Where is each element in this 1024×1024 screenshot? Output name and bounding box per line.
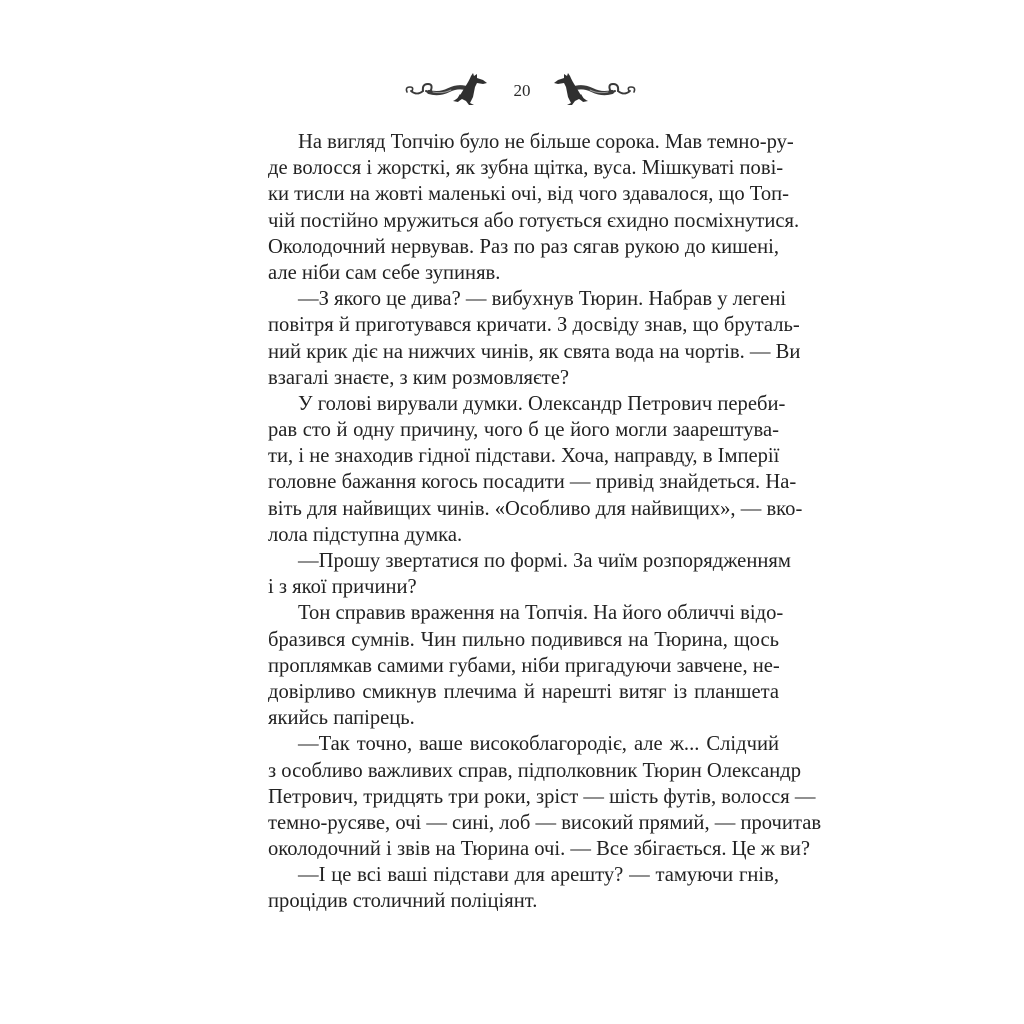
text-line: темно-русяве, очі — сині, лоб — високий прямий, — прочитав [268,811,822,834]
text-line: ти, і не знаходив гідної підстави. Хоча, направду, в Імперії [268,445,780,468]
text-line: процідив столичний поліціянт. [268,890,538,913]
text-line: чій постійно мружиться або готується єхидно посміхнутися. [268,209,800,232]
text-line: Петрович, тридцять три роки, зріст — шість футів, волосся — [268,785,816,808]
text-line: Околодочний нервував. Раз по раз сягав рукою до кишені, [268,235,779,258]
text-line: і з якої причини? [268,576,417,599]
text-line: рав сто й одну причину, чого б це його могли заарештува- [268,419,779,442]
text-line: —Прошу звертатися по формі. За чиїм розпорядженням [298,550,791,572]
text-line: —І це всі ваші підстави для арешту? — тамуючи гнів, [298,864,779,887]
text-line: лола підступна думка. [268,523,463,546]
text-line: віть для найвищих чинів. «Особливо для найвищих», — вко- [268,497,803,520]
text-line: якийсь папірець. [268,707,415,730]
text-line: де волосся і жорсткі, як зубна щітка, вуса. Мішкуваті пові- [268,157,784,180]
text-line: але ніби сам себе зупиняв. [268,261,501,284]
body-text [268,129,822,915]
text-line: з особливо важливих справ, підполковник Тюрин Олександр [268,759,802,782]
text-line: проплямкав самими губами, ніби пригадуючи завчене, не- [268,654,780,677]
text-line: У голові вирували думки. Олександр Петрович переби- [298,392,786,415]
text-line: —З якого це дива? — вибухнув Тюрин. Набрав у легені [298,288,787,311]
text-line: —Так точно, ваше високоблагородіє, але ж... Слідчий [298,733,779,756]
text-line: ки тисли на жовті маленькі очі, від чого здавалося, що Топ- [268,183,790,206]
page-number: 20 [513,81,531,100]
text-line: взагалі знаєте, з ким розмовляєте? [268,366,570,389]
text-line: Тон справив враження на Топчія. На його обличчі відо- [298,602,784,625]
text-line: головне бажання когось посадити — привід знайдеться. На- [268,471,797,494]
text-line: бразився сумнів. Чин пильно подивився на Тюрина, щось [268,628,779,651]
dragon-ornament-right-icon [552,70,638,110]
text-line: довірливо смикнув плечима й нарешті витяг із планшета [268,680,779,703]
dragon-ornament-left-icon [403,70,489,110]
text-line: околодочний і звів на Тюрина очі. — Все збігається. Це ж ви? [268,838,811,861]
text-line: На вигляд Топчію було не більше сорока. Мав темно-ру- [298,131,794,153]
text-line: повітря й приготувався кричати. З досвіду знав, що бруталь- [268,314,800,337]
page-header [0,68,1024,112]
text-line: ний крик діє на нижчих чинів, як свята вода на чортів. — Ви [268,340,801,363]
